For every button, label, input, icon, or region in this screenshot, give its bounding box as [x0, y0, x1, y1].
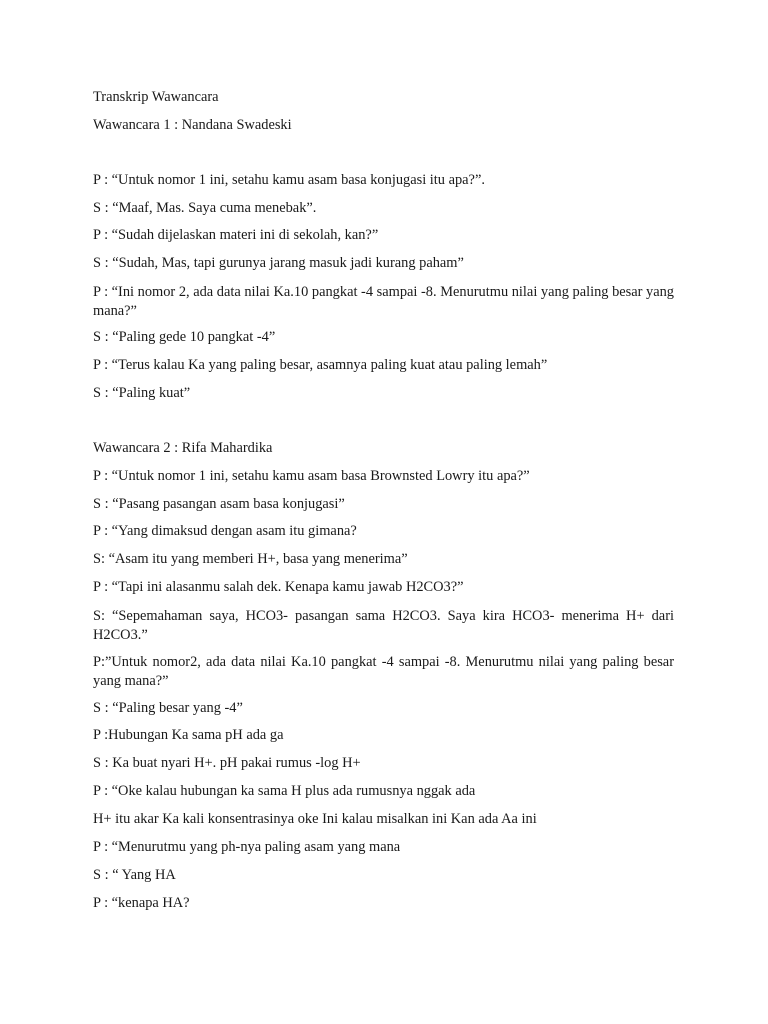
transcript-line: P : “kenapa HA? [93, 895, 190, 911]
transcript-line: P : “Oke kalau hubungan ka sama H plus ada rumusnya nggak ada [93, 783, 476, 799]
transcript-line: S : Ka buat nyari H+. pH pakai rumus -log H+ [93, 755, 361, 771]
transcript-line: P : “Sudah dijelaskan materi ini di sekolah, kan?” [93, 227, 379, 243]
interview-2-heading: Wawancara 2 : Rifa Mahardika [93, 440, 273, 456]
transcript-line: S : “Sudah, Mas, tapi gurunya jarang masuk jadi kurang paham” [93, 255, 464, 271]
transcript-line: P : “Untuk nomor 1 ini, setahu kamu asam basa konjugasi itu apa?”. [93, 172, 485, 188]
transcript-paragraph: P:”Untuk nomor2, ada data nilai Ka.10 pangkat -4 sampai -8. Menurutmu nilai yang paling besar yang mana?” [93, 654, 674, 689]
transcript-line: S : “ Yang HA [93, 867, 176, 883]
document-title: Transkrip Wawancara [93, 89, 219, 105]
transcript-paragraph: P : “Ini nomor 2, ada data nilai Ka.10 pangkat -4 sampai -8. Menurutmu nilai yang paling besar yang mana?” [93, 284, 674, 319]
transcript-line: S : “Paling gede 10 pangkat -4” [93, 329, 276, 345]
transcript-line: P :Hubungan Ka sama pH ada ga [93, 727, 284, 743]
transcript-line: S : “Paling besar yang -4” [93, 700, 243, 716]
transcript-line: H+ itu akar Ka kali konsentrasinya oke Ini kalau misalkan ini Kan ada Aa ini [93, 811, 537, 827]
transcript-paragraph: S: “Sepemahaman saya, HCO3- pasangan sama H2CO3. Saya kira HCO3- menerima H+ dari H2CO3.” [93, 608, 674, 643]
transcript-line: P : “Yang dimaksud dengan asam itu gimana? [93, 523, 357, 539]
interview-1-heading: Wawancara 1 : Nandana Swadeski [93, 117, 292, 133]
transcript-line: S : “Maaf, Mas. Saya cuma menebak”. [93, 200, 317, 216]
transcript-line: P : “Terus kalau Ka yang paling besar, asamnya paling kuat atau paling lemah” [93, 357, 548, 373]
transcript-line: S : “Pasang pasangan asam basa konjugasi” [93, 496, 345, 512]
transcript-line: P : “Untuk nomor 1 ini, setahu kamu asam basa Brownsted Lowry itu apa?” [93, 468, 530, 484]
transcript-line: P : “Menurutmu yang ph-nya paling asam yang mana [93, 839, 401, 855]
transcript-line: S: “Asam itu yang memberi H+, basa yang menerima” [93, 551, 408, 567]
transcript-line: P : “Tapi ini alasanmu salah dek. Kenapa kamu jawab H2CO3?” [93, 579, 464, 595]
transcript-line: S : “Paling kuat” [93, 385, 191, 401]
